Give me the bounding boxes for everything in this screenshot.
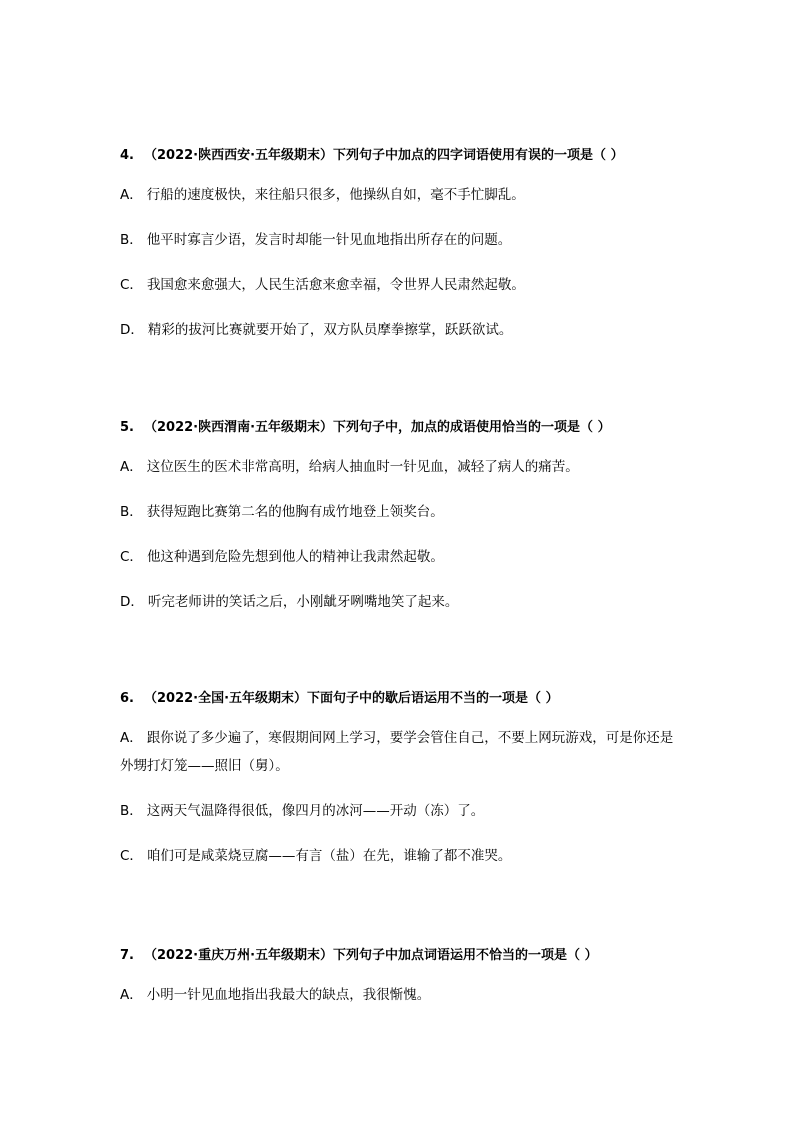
option-letter: C．	[120, 277, 143, 293]
option-letter: A．	[120, 459, 143, 475]
question-stem: 下列句子中，加点的成语使用恰当的一项是（ ）	[333, 420, 611, 435]
option-d	[120, 316, 680, 344]
question-stem: 下面句子中的歇后语运用不当的一项是（ ）	[307, 691, 559, 706]
question-title	[120, 146, 680, 166]
question-title	[120, 689, 680, 709]
question-source: （2022·陕西渭南·五年级期末）	[143, 420, 334, 435]
option-text: 这两天气温降得很低，像四月的冰河——开动（冻）了。	[146, 803, 485, 819]
option-text: 我国愈来愈强大，人民生活愈来愈幸福，令世界人民肃然起敬。	[146, 277, 525, 293]
question-number: 4.	[120, 148, 134, 163]
question-title	[120, 946, 680, 966]
option-letter: D．	[120, 594, 144, 610]
option-c	[120, 271, 680, 299]
option-text: 他平时寡言少语，发言时却能一针见血地指出所存在的问题。	[146, 232, 512, 248]
option-text: 行船的速度极快，来往船只很多，他操纵自如，毫不手忙脚乱。	[146, 187, 525, 203]
option-letter: B．	[120, 504, 143, 520]
option-b	[120, 797, 680, 825]
option-list	[120, 181, 680, 344]
option-text: 听完老师讲的笑话之后，小刚龇牙咧嘴地笑了起来。	[147, 594, 459, 610]
option-text: 小明一针见血地指出我最大的缺点，我很惭愧。	[146, 987, 431, 1003]
option-text: 精彩的拔河比赛就要开始了，双方队员摩拳擦掌，跃跃欲试。	[147, 322, 513, 338]
option-text: 咱们可是咸菜烧豆腐——有言（盐）在先，谁输了都不准哭。	[146, 848, 512, 864]
question-number: 7.	[120, 948, 134, 963]
option-a	[120, 724, 680, 780]
question-5	[120, 418, 680, 616]
option-text: 这位医生的医术非常高明，给病人抽血时一针见血，减轻了病人的痛苦。	[146, 459, 579, 475]
question-6	[120, 689, 680, 870]
option-b	[120, 498, 680, 526]
option-letter: B．	[120, 803, 143, 819]
option-text: 获得短跑比赛第二名的他胸有成竹地登上领奖台。	[146, 504, 444, 520]
option-letter: C．	[120, 549, 143, 565]
question-source: （2022·重庆万州·五年级期末）	[143, 948, 334, 963]
question-stem: 下列句子中加点的四字词语使用有误的一项是（ ）	[333, 148, 624, 163]
option-a	[120, 981, 680, 1009]
option-letter: B．	[120, 232, 143, 248]
question-stem: 下列句子中加点词语运用不恰当的一项是（ ）	[333, 948, 598, 963]
option-d	[120, 588, 680, 616]
option-letter: D．	[120, 322, 144, 338]
option-a	[120, 181, 680, 209]
question-number: 5.	[120, 420, 134, 435]
question-title	[120, 418, 680, 438]
option-list	[120, 981, 680, 1009]
question-source: （2022·陕西西安·五年级期末）	[143, 148, 334, 163]
option-c	[120, 543, 680, 571]
option-letter: C．	[120, 848, 143, 864]
option-list	[120, 724, 680, 870]
option-b	[120, 226, 680, 254]
question-4	[120, 146, 680, 344]
option-a	[120, 453, 680, 481]
option-letter: A．	[120, 730, 143, 746]
question-source: （2022·全国·五年级期末）	[143, 691, 308, 706]
option-c	[120, 842, 680, 870]
option-text: 跟你说了多少遍了，寒假期间网上学习，要学会管住自己，不要上网玩游戏，可是你还是外甥打灯笼——照旧（舅）。	[120, 730, 674, 774]
option-letter: A．	[120, 987, 143, 1003]
question-7	[120, 946, 680, 1009]
option-text: 他这种遇到危险先想到他人的精神让我肃然起敬。	[146, 549, 444, 565]
option-letter: A．	[120, 187, 143, 203]
option-list	[120, 453, 680, 616]
question-number: 6.	[120, 691, 134, 706]
